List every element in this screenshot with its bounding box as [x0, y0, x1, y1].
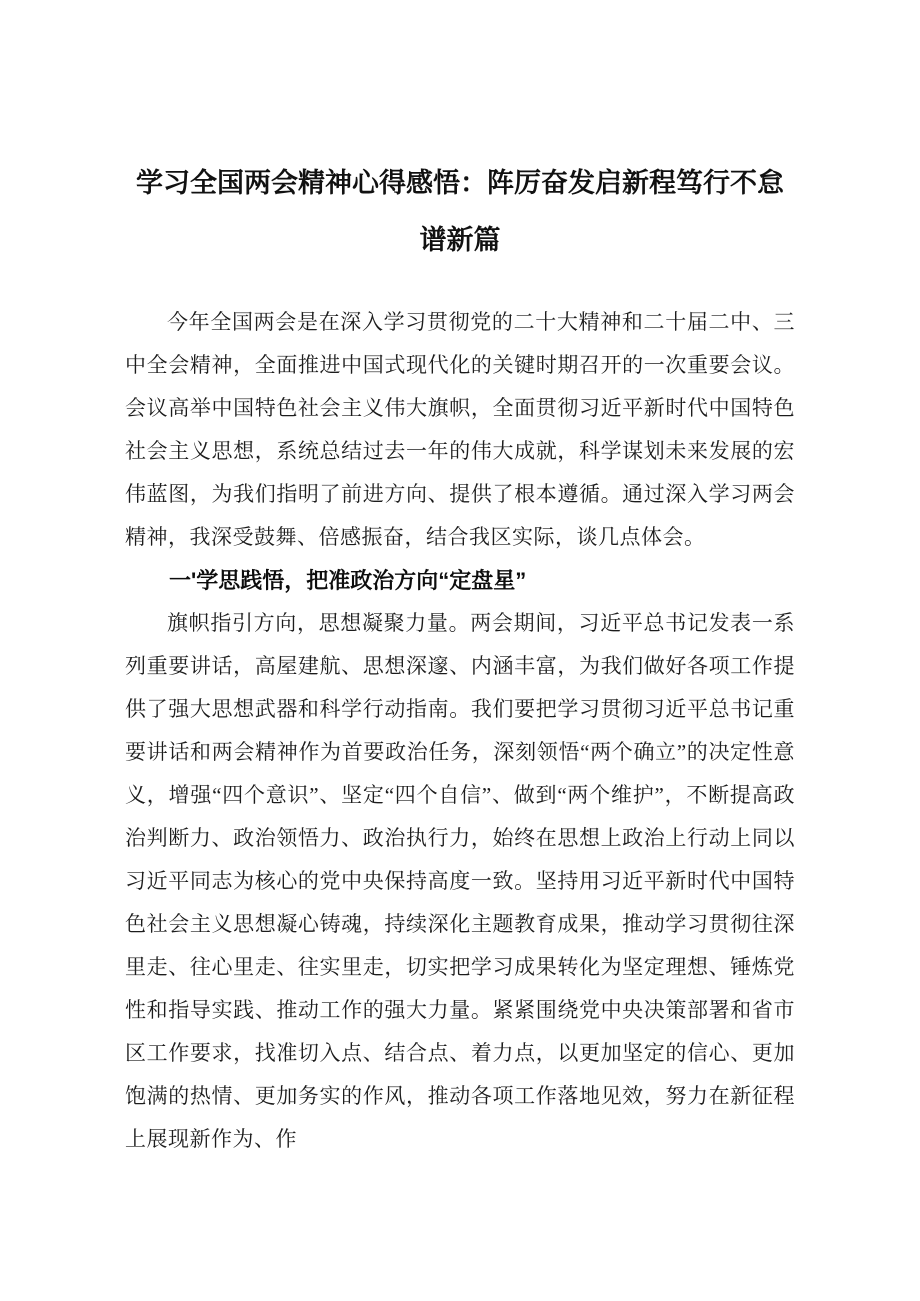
paragraph-section-1-body: 旗帜指引方向，思想凝聚力量。两会期间，习近平总书记发表一系列重要讲话，高屋建航、思想深邃、内涵丰富，为我们做好各项工作提供了强大思想武器和科学行动指南。我们要把学习贯彻习近平总书记重要讲话和两会精神作为首要政治任务，深刻领悟“两个确立”的决定性意义，增强“四个意识”、坚定“四个自信”、做到“两个维护”，不断提高政治判断力、政治领悟力、政治执行力，始终在思想上政治上行动上同以习近平同志为核心的党中央保持高度一致。坚持用习近平新时代中国特色社会主义思想凝心铸魂，持续深化主题教育成果，推动学习贯彻往深里走、往心里走、往实里走，切实把学习成果转化为坚定理想、锤炼党性和指导实践、推动工作的强大力量。紧紧围绕党中央决策部署和省市区工作要求，找准切入点、结合点、着力点，以更加坚定的信心、更加饱满的热情、更加务实的作风，推动各项工作落地见效，努力在新征程上展现新作为、作	[125, 611, 795, 1151]
paragraph-intro: 今年全国两会是在深入学习贯彻党的二十大精神和二十届二中、三中全会精神，全面推进中国式现代化的关键时期召开的一次重要会议。会议高举中国特色社会主义伟大旗帜，全面贯彻习近平新时代中国特色社会主义思想，系统总结过去一年的伟大成就，科学谋划未来发展的宏伟蓝图，为我们指明了前进方向、提供了根本遵循。通过深入学习两会精神，我深受鼓舞、倍感振奋，结合我区实际，谈几点体会。	[125, 310, 795, 549]
section-heading-1: 一'学思践悟，把准政治方向“定盘星”	[169, 568, 527, 593]
document-title: 学习全国两会精神心得感悟：阵厉奋发启新程笃行不怠谱新篇	[136, 168, 784, 255]
